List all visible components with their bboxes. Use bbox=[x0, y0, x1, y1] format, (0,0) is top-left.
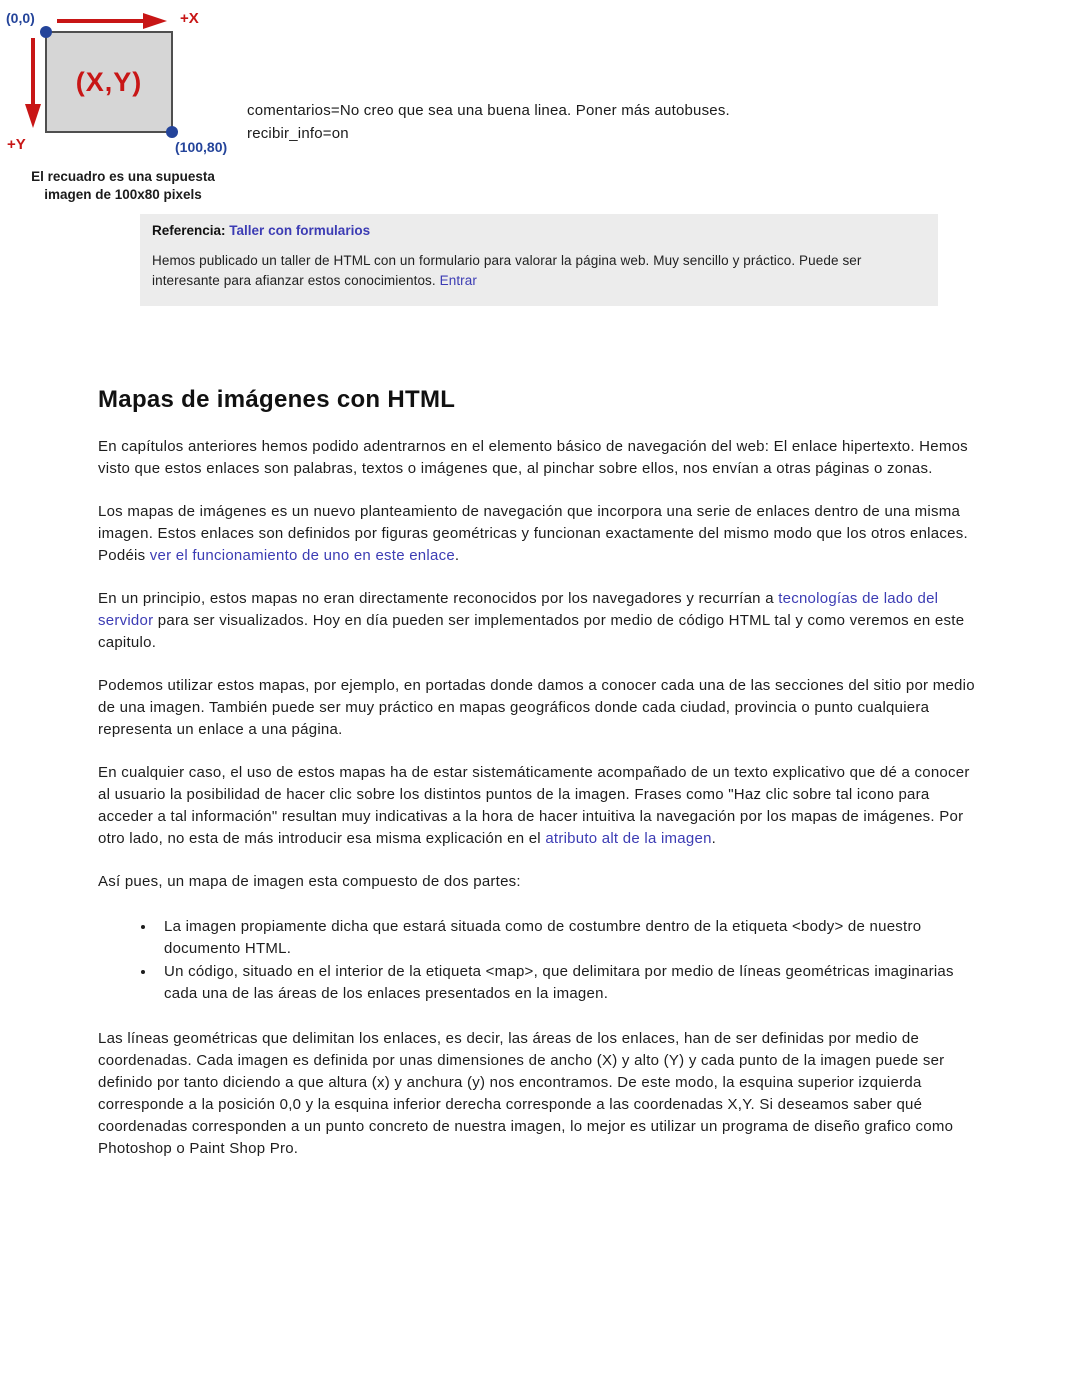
text-run: Así pues, un mapa de imagen esta compuesto de dos partes: bbox=[98, 873, 521, 890]
text-run: Los mapas de imágenes es un nuevo planteamiento de navegación que incorpora una serie de enlaces dentro de una misma imagen. Estos enlaces son definidos por figuras geométricas y funcionan exactamente del mismo modo que los otros enlaces. Podéis bbox=[98, 503, 968, 564]
reference-body-text: Hemos publicado un taller de HTML con un formulario para valorar la página web. Muy sencillo y práctico. Puede ser interesante para afianzar estos conocimientos. bbox=[152, 253, 862, 288]
y-axis-label: +Y bbox=[7, 136, 26, 153]
inline-link-tecnologias-servidor[interactable]: tecnologías de lado del servidor bbox=[98, 590, 939, 629]
origin-dot bbox=[40, 26, 52, 38]
paragraph-dos-partes bbox=[98, 871, 982, 893]
paragraph-usos bbox=[98, 675, 982, 741]
reference-link[interactable]: Taller con formularios bbox=[229, 223, 371, 238]
reference-body bbox=[152, 251, 926, 291]
y-axis-arrowhead-icon bbox=[25, 104, 41, 128]
form-output bbox=[247, 100, 730, 145]
paragraph-principio bbox=[98, 588, 982, 654]
form-output-recibir-info: recibir_info=on bbox=[247, 124, 349, 142]
origin-label: (0,0) bbox=[6, 10, 35, 26]
coordinate-diagram bbox=[0, 0, 250, 210]
inline-link-atributo-alt[interactable]: atributo alt de la imagen bbox=[545, 830, 712, 847]
text-run: En cualquier caso, el uso de estos mapas ha de estar sistemáticamente acompañado de un texto explicativo que dé a conocer al usuario la posibilidad de hacer clic sobre los distintos puntos de la imagen. Frases como "Haz clic sobre tal icono para acceder a tal información" resultan muy indicativas a la hora de hacer intuitiva la navegación por los mapas de imágenes. Por otro lado, no esta de más introducir esa misma explicación en el bbox=[98, 764, 970, 847]
diagram-caption-line1: El recuadro es una supuesta bbox=[31, 169, 215, 184]
image-rectangle bbox=[45, 31, 173, 133]
paragraph-mapas bbox=[98, 501, 982, 567]
list-item-codigo: • Un código, situado en el interior de la etiqueta <map>, que delimitara por medio de líneas geométricas imaginarias cada una de las áreas de los enlaces presentados en la imagen. bbox=[156, 961, 982, 1005]
inline-link-funcionamiento[interactable]: ver el funcionamiento de uno en este enlace bbox=[149, 547, 455, 564]
paragraph-intro bbox=[98, 436, 982, 480]
corner-dot bbox=[166, 126, 178, 138]
xy-center-label: (X,Y) bbox=[75, 66, 143, 97]
article bbox=[98, 386, 982, 1181]
text-run: . bbox=[711, 830, 717, 847]
reference-title bbox=[152, 223, 926, 238]
paragraph-coordenadas bbox=[98, 1028, 982, 1160]
x-axis-label: +X bbox=[180, 10, 199, 27]
reference-box bbox=[140, 214, 938, 306]
corner-label: (100,80) bbox=[175, 139, 228, 155]
parts-list bbox=[98, 916, 982, 1005]
text-run: En un principio, estos mapas no eran directamente reconocidos por los navegadores y recurrían a bbox=[98, 590, 779, 607]
diagram-caption bbox=[6, 168, 240, 204]
text-run: Las líneas geométricas que delimitan los enlaces, es decir, las áreas de los enlaces, han de ser definidas por medio de coordenadas. Cada imagen es definida por unas dimensiones de ancho (X) y alto (Y) y cada punto de la imagen puede ser definido por tanto diciendo a que altura (x) y anchura (y) nos encontramos. De este modo, la esquina superior izquierda corresponde a la posición 0,0 y la esquina inferior derecha corresponde a las coordenadas X,Y. Si deseamos saber qué coordenadas corresponden a un punto concreto de nuestra imagen, lo mejor es utilizar un programa de diseño grafico como Photoshop o Paint Shop Pro. bbox=[98, 1030, 954, 1157]
enter-link[interactable]: Entrar bbox=[439, 273, 477, 288]
reference-label: Referencia: bbox=[152, 223, 230, 238]
text-run: para ser visualizados. Hoy en día pueden ser implementados por medio de código HTML tal y como veremos en este capitulo. bbox=[98, 612, 965, 651]
y-axis-arrow bbox=[31, 38, 35, 104]
x-axis-arrowhead-icon bbox=[143, 13, 167, 29]
text-run: . bbox=[454, 547, 460, 564]
text-run: En capítulos anteriores hemos podido adentrarnos en el elemento básico de navegación del web: El enlace hipertexto. Hemos visto que estos enlaces son palabras, textos o imágenes que, al pinchar sobre ellos, nos envían a otras páginas o zonas. bbox=[98, 438, 968, 477]
page-title: Mapas de imágenes con HTML bbox=[98, 386, 456, 413]
paragraph-texto-explicativo bbox=[98, 762, 982, 850]
diagram-caption-line2: imagen de 100x80 pixels bbox=[44, 187, 202, 202]
x-axis-arrow bbox=[57, 19, 145, 23]
form-output-comentarios: comentarios=No creo que sea una buena linea. Poner más autobuses. bbox=[247, 102, 730, 119]
text-run: Podemos utilizar estos mapas, por ejemplo, en portadas donde damos a conocer cada una de las secciones del sitio por medio de una imagen. También puede ser muy práctico en mapas geográficos donde cada ciudad, provincia o punto cualquiera representa un enlace a una página. bbox=[98, 677, 975, 738]
list-item-imagen: • La imagen propiamente dicha que estará situada como de costumbre dentro de la etiqueta <body> de nuestro documento HTML. bbox=[156, 916, 982, 960]
